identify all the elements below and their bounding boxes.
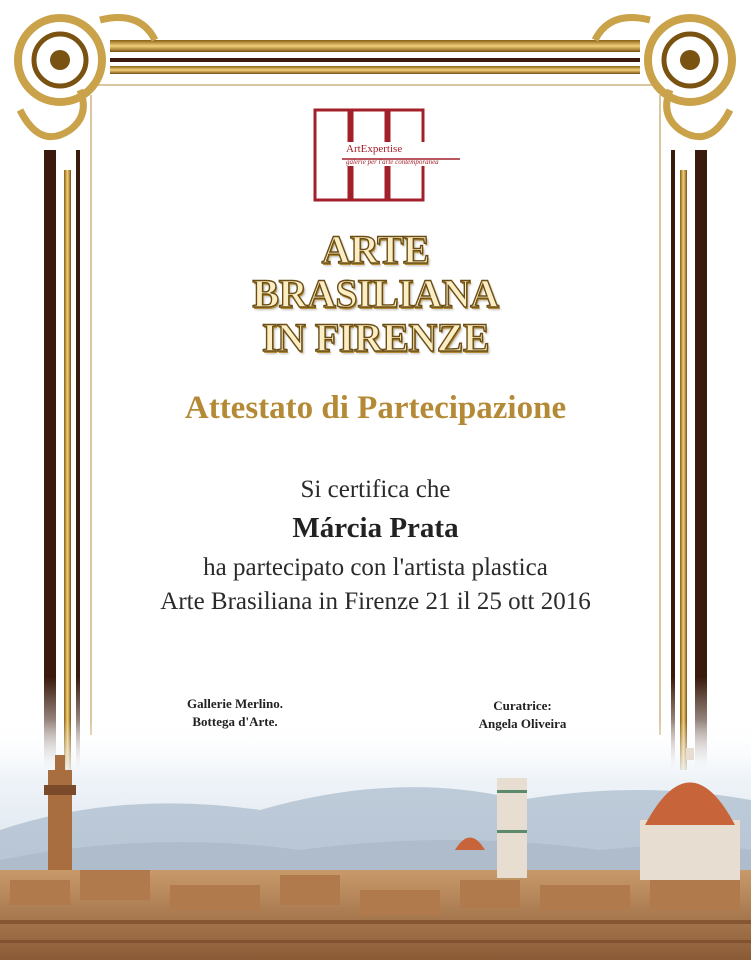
signature-right <box>450 697 595 733</box>
event-line: Arte Brasiliana in Firenze 21 il 25 ott 2016 <box>160 588 591 615</box>
title-line-3: IN FIRENZE <box>261 315 490 360</box>
participation-line: ha partecipato con l'artista plastica <box>203 554 548 581</box>
logo-tagline: galerie per l'arte contemporanea <box>346 158 439 166</box>
logo-name: ArtExpertise <box>346 143 403 155</box>
signature-left <box>160 695 310 731</box>
signature-left-line-2: Bottega d'Arte. <box>192 714 278 729</box>
corner-ornament-left-icon <box>18 18 155 137</box>
recipient-name: Márcia Prata <box>292 512 459 544</box>
corner-ornament-right-icon <box>595 18 732 137</box>
title-line-2: BRASILIANA <box>252 271 499 316</box>
title-line-1: ARTE <box>321 227 430 272</box>
artexpertise-logo <box>312 108 462 204</box>
certify-intro: Si certifica che <box>300 476 451 503</box>
signature-left-line-1: Gallerie Merlino. <box>186 696 284 711</box>
signature-right-line-2: Angela Oliveira <box>478 716 567 731</box>
certificate-subtitle: Attestato di Partecipazione <box>184 390 567 426</box>
signature-right-line-1: Curatrice: <box>493 698 552 713</box>
